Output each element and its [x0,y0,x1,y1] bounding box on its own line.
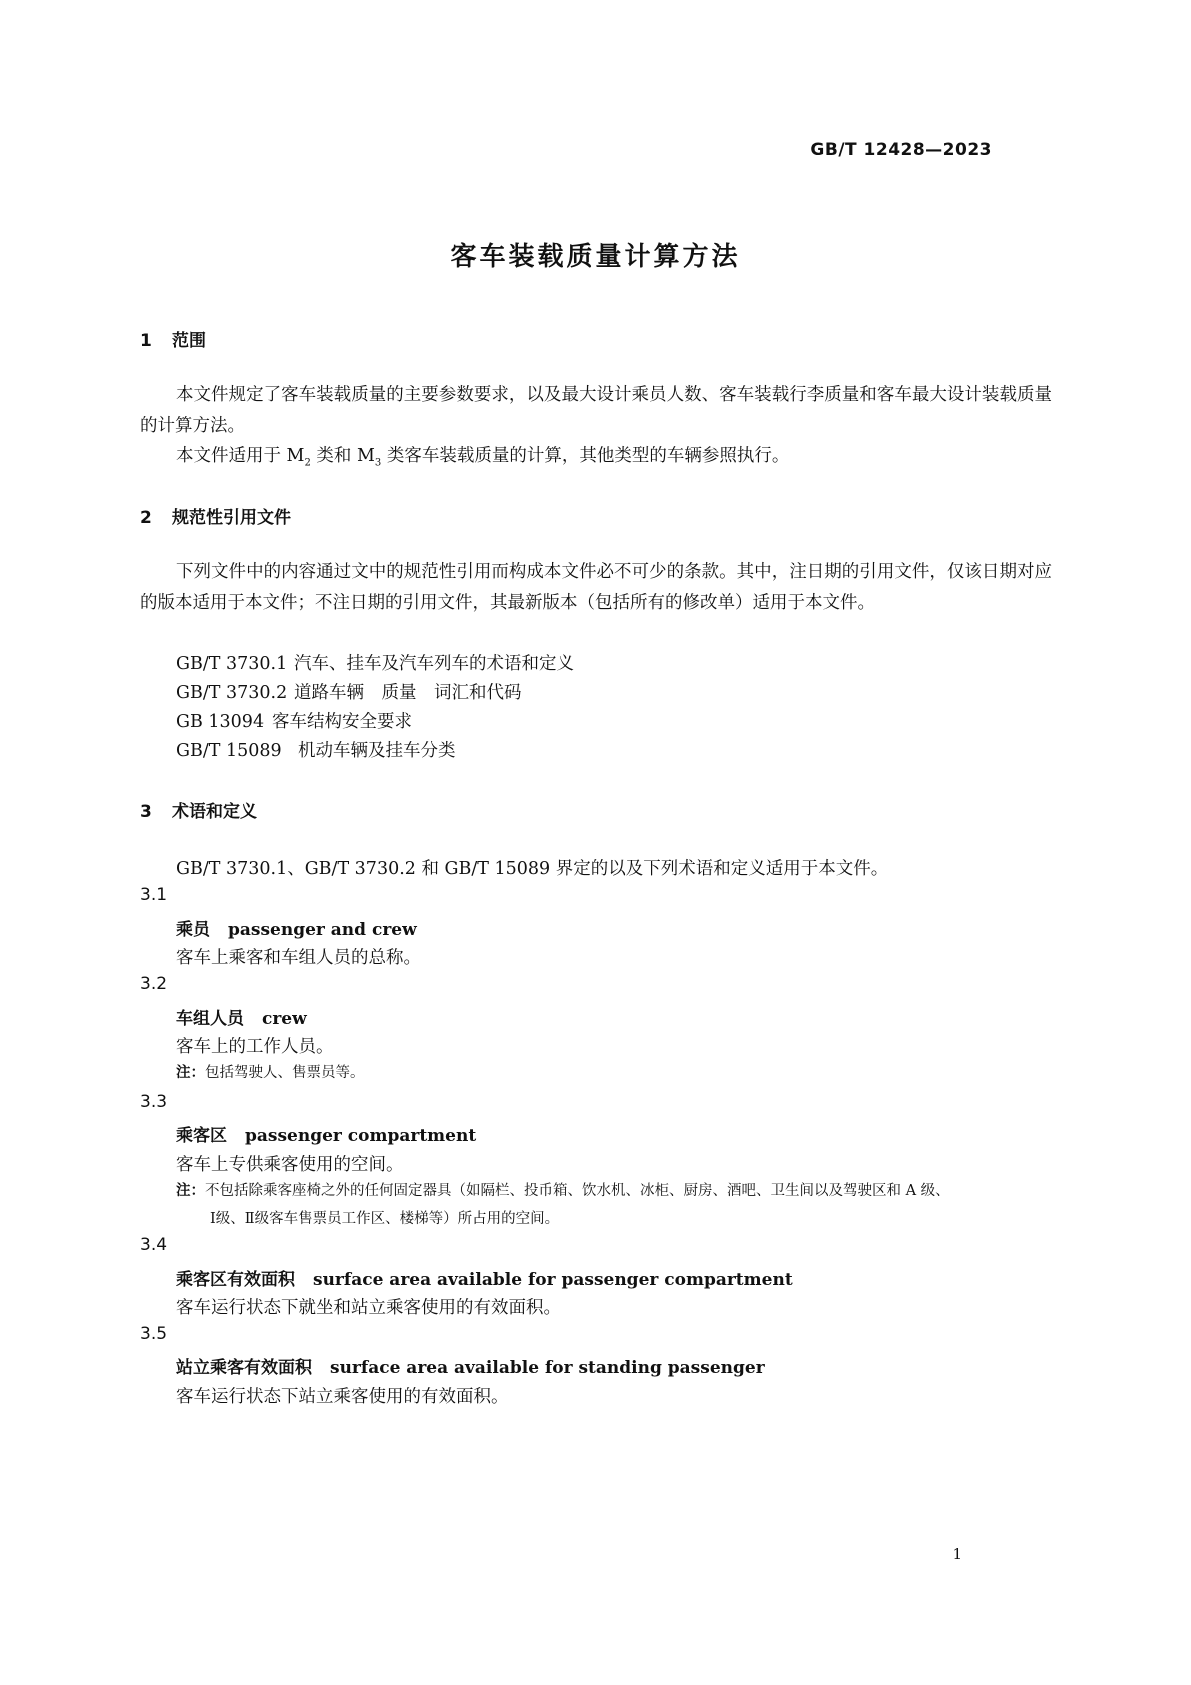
scope-paragraph-2 [176,442,789,469]
reference-code: GB/T 3730.2 [176,683,288,703]
section-title: 范围 [172,331,206,351]
term-en: passenger and crew [228,920,417,940]
reference-title: 机动车辆及挂车分类 [298,741,456,761]
term-heading [176,1353,765,1378]
section-2-heading [140,503,291,528]
text-run: 本文件适用于 M [176,446,305,466]
term-en: passenger compartment [245,1126,477,1146]
section-number: 2 [140,508,152,528]
term-definition: 客车上专供乘客使用的空间。 [176,1155,404,1175]
scope-paragraph-1: 本文件规定了客车装载质量的主要参数要求，以及最大设计乘员人数、客车装载行李质量和客车最大设计装载质量的计算方法。 [140,385,1052,436]
section-number: 3 [140,802,152,822]
term-heading [176,1265,793,1290]
term-zh: 乘员 [176,920,210,940]
standard-code: GB/T 12428—2023 [810,140,992,160]
reference-title: 汽车、挂车及汽车列车的术语和定义 [294,654,574,674]
section-title: 术语和定义 [172,802,257,822]
term-zh: 车组人员 [176,1009,244,1029]
term-number: 3.4 [140,1235,168,1255]
subscript: 3 [374,457,382,469]
section-3-heading [140,797,257,822]
note-label: 注： [176,1065,205,1081]
reference-item [176,679,522,704]
term-number: 3.1 [140,885,168,905]
note-label: 注： [176,1183,205,1199]
reference-item [176,737,456,762]
term-zh: 站立乘客有效面积 [176,1358,312,1378]
section-1-heading [140,326,206,351]
normative-refs-paragraph: 下列文件中的内容通过文中的规范性引用而构成本文件必不可少的条款。其中，注日期的引用文件，仅该日期对应的版本适用于本文件；不注日期的引用文件，其最新版本（包括所有的修改单）适用于本文件。 [140,562,1052,613]
note-text-continued: Ⅰ级、Ⅱ级客车售票员工作区、楼梯等）所占用的空间。 [210,1211,560,1227]
text-run: 类客车装载质量的计算，其他类型的车辆参照执行。 [381,446,790,466]
reference-item [176,650,574,675]
term-number: 3.3 [140,1092,168,1112]
section-number: 1 [140,331,152,351]
reference-code: GB 13094 [176,712,265,732]
reference-code: GB/T 3730.1 [176,654,288,674]
terms-intro: GB/T 3730.1、GB/T 3730.2 和 GB/T 15089 界定的以及下列术语和定义适用于本文件。 [176,859,889,879]
note-text: 不包括除乘客座椅之外的任何固定器具（如隔栏、投币箱、饮水机、冰柜、厨房、酒吧、卫生间以及驾驶区和 A 级、 [205,1183,950,1199]
term-en: crew [262,1009,307,1029]
subscript: 2 [304,457,311,469]
term-note [176,1059,1056,1087]
term-heading [176,915,417,940]
term-zh: 乘客区 [176,1126,227,1146]
document-title: 客车装载质量计算方法 [450,242,741,272]
term-en: surface area available for passenger compartment [313,1270,793,1290]
term-definition: 客车运行状态下就坐和站立乘客使用的有效面积。 [176,1298,561,1318]
term-number: 3.2 [140,974,168,994]
term-heading [176,1004,307,1029]
term-en: surface area available for standing passenger [330,1358,765,1378]
reference-title: 道路车辆 质量 词汇和代码 [294,683,522,703]
reference-item [176,708,412,733]
term-definition: 客车上的工作人员。 [176,1037,334,1057]
term-definition: 客车上乘客和车组人员的总称。 [176,948,421,968]
term-number: 3.5 [140,1324,168,1344]
note-text: 包括驾驶人、售票员等。 [205,1065,365,1081]
term-zh: 乘客区有效面积 [176,1270,295,1290]
text-run: 类和 M [310,446,375,466]
term-definition: 客车运行状态下站立乘客使用的有效面积。 [176,1387,509,1407]
reference-code: GB/T 15089 [176,741,282,761]
page-number: 1 [952,1545,962,1563]
term-heading [176,1121,476,1146]
term-note [176,1177,1056,1233]
section-title: 规范性引用文件 [172,508,291,528]
reference-title: 客车结构安全要求 [272,712,412,732]
